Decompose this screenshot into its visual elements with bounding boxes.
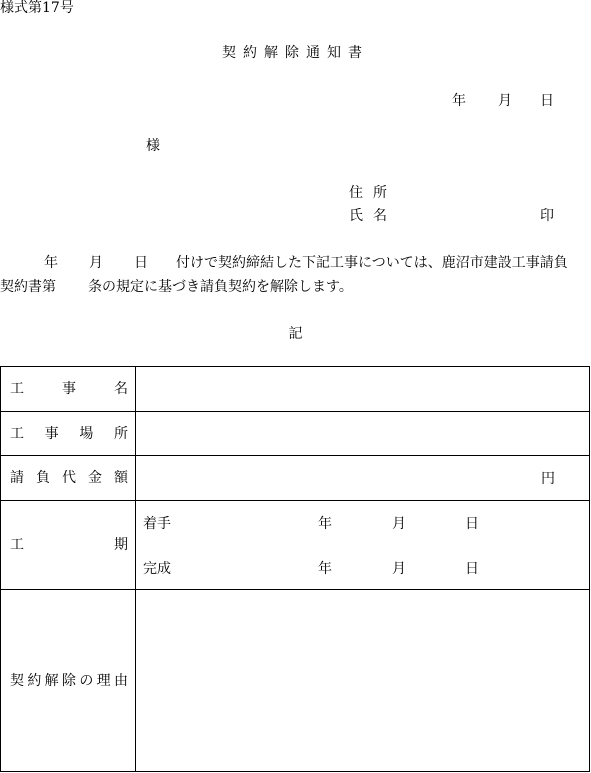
date-month-label: 月 — [498, 93, 512, 109]
construction-name-value — [136, 367, 589, 411]
construction-site-label: 工事場所 — [10, 425, 128, 442]
body-month-label: 月 — [89, 255, 103, 271]
label-cell — [1, 501, 136, 589]
start-month-label: 月 — [392, 516, 406, 532]
form-number: 様式第17号 — [0, 0, 74, 16]
yen-unit: 円 — [541, 471, 555, 487]
table-row-termination-reason — [1, 590, 589, 771]
body-text-1: 付けで契約締結した下記工事については、鹿沼市建設工事請負 — [176, 255, 568, 271]
table-row-construction-name — [1, 367, 589, 412]
contract-amount-label: 請負代金額 — [10, 470, 128, 486]
table-row-contract-amount — [1, 456, 589, 501]
body-text-2: 条の規定に基づき請負契約を解除します。 — [88, 279, 353, 295]
construction-site-value — [136, 412, 589, 455]
label-cell — [1, 590, 136, 771]
construction-period-label: 工期 — [10, 537, 128, 553]
complete-label: 完成 — [143, 561, 171, 577]
document-title: 契約解除通知書 — [222, 45, 369, 61]
start-year-label: 年 — [318, 516, 332, 532]
date-year-label: 年 — [452, 93, 466, 109]
table-row-construction-site — [1, 412, 589, 456]
sender-address-label: 住所 — [349, 185, 397, 201]
addressee-suffix: 様 — [146, 138, 160, 154]
body-day-label: 日 — [134, 255, 148, 271]
termination-reason-value — [136, 590, 589, 771]
ki-heading: 記 — [288, 326, 303, 342]
start-label: 着手 — [143, 516, 171, 532]
body-clause-prefix: 契約書第 — [0, 279, 56, 295]
table-row-construction-period — [1, 501, 589, 590]
seal-mark: 印 — [540, 208, 554, 224]
complete-year-label: 年 — [318, 561, 332, 577]
termination-reason-label: 契約解除の理由 — [10, 672, 128, 689]
label-cell — [1, 367, 136, 411]
complete-month-label: 月 — [392, 561, 406, 577]
contract-detail-table — [0, 366, 590, 772]
complete-day-label: 日 — [465, 561, 479, 577]
label-cell — [1, 412, 136, 455]
start-day-label: 日 — [465, 516, 479, 532]
sender-name-label: 氏名 — [349, 208, 397, 224]
construction-period-value — [136, 501, 589, 589]
date-day-label: 日 — [540, 93, 554, 109]
construction-name-label: 工事名 — [10, 381, 128, 397]
label-cell — [1, 456, 136, 500]
contract-amount-value — [136, 456, 589, 500]
body-year-label: 年 — [44, 255, 58, 271]
